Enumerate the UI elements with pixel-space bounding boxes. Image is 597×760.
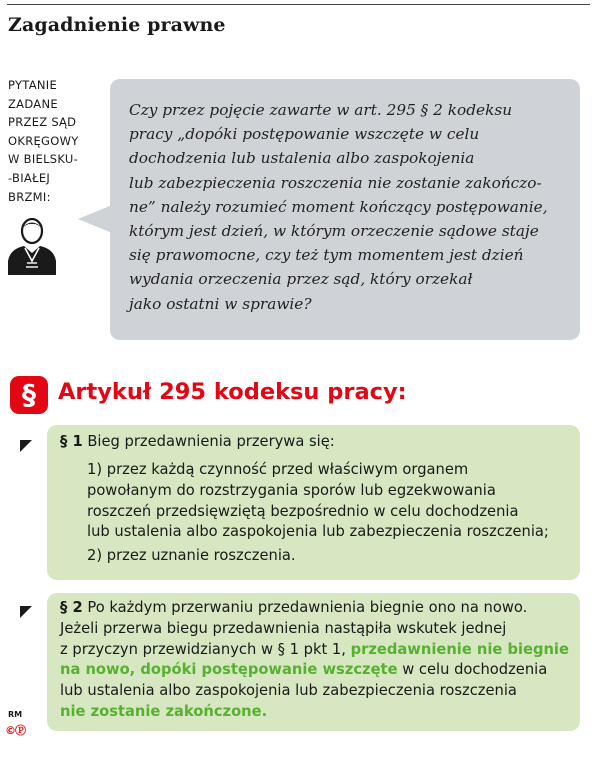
asked-by-label (8, 76, 94, 206)
article-title: Artykuł 295 kodeksu pracy: (58, 379, 407, 405)
corner-arrow-icon (20, 440, 32, 452)
item-line: 1) przez każdą czynność przed właściwym organem (87, 461, 469, 478)
asked-by-line: W BIELSKU- (8, 152, 79, 167)
asked-by-line: OKRĘGOWY (8, 133, 79, 148)
judge-icon (6, 217, 58, 275)
page-title: Zagadnienie prawne (8, 14, 226, 36)
highlighted-text: nie zostanie zakończone. (60, 702, 268, 720)
highlighted-text: na nowo, dopóki postępowanie wszczęte (60, 661, 398, 679)
question-line: dochodzenia lub ustalenia albo zaspokojenia (129, 149, 475, 168)
speech-bubble-tail (78, 205, 112, 233)
asked-by-line: BRZMI: (8, 189, 51, 204)
copyright-mark: ©Ⓟ (5, 724, 25, 737)
paragraph-2-line: Jeżeli przerwa biegu przedawnienia nastąpiła wskutek jednej (60, 619, 507, 637)
asked-by-line: PRZEZ SĄD (8, 115, 77, 130)
question-line: którym jest dzień, w którym orzeczenie sądowe staje (129, 222, 539, 241)
paragraph-2-line: Po każdym przerwaniu przedawnienia biegnie ono na nowo. (82, 599, 528, 616)
asked-by-line: -BIAŁEJ (8, 170, 51, 185)
paragraph-1-number: § 1 (60, 433, 83, 450)
question-line: się prawomocne, czy też tym momentem jest dzień (129, 246, 524, 265)
paragraph-2-number: § 2 (60, 599, 83, 616)
paragraph-1-item-2: 2) przez uznanie roszczenia. (87, 547, 296, 564)
question-line: lub zabezpieczenia roszczenia nie zostanie zakończo- (129, 173, 542, 192)
paragraph-1-intro-text: Bieg przedawnienia przerywa się: (82, 433, 335, 450)
question-line: wydania orzeczenia przez sąd, który orzekał (129, 270, 473, 289)
author-credit: RM (8, 710, 23, 719)
item-line: lub ustalenia albo zaspokojenia lub zabezpieczenia roszczenia; (87, 523, 549, 541)
asked-by-line: ZADANE (8, 96, 58, 111)
paragraph-sign-icon: § (10, 376, 48, 414)
top-rule (7, 4, 590, 5)
paragraph-2-line: lub ustalenia albo zaspokojenia lub zabezpieczenia roszczenia (60, 682, 517, 700)
paragraph-2-line: w celu dochodzenia (397, 661, 548, 679)
item-line: powołanym do rozstrzygania sporów lub egzekwowania (87, 481, 496, 499)
asked-by-line: PYTANIE (8, 78, 58, 92)
question-line: Czy przez pojęcie zawarte w art. 295 § 2 kodeksu (129, 101, 513, 119)
item-line: roszczeń przedsięwziętą bezpośrednio w celu dochodzenia (87, 502, 519, 520)
paragraph-1-item-1 (87, 460, 549, 543)
question-line: pracy „dopóki postępowanie wszczęte w celu (129, 125, 480, 144)
highlighted-text: przedawnienie nie biegnie (350, 640, 569, 658)
paragraph-2-line: z przyczyn przewidzianych w § 1 pkt 1, (60, 640, 351, 658)
question-line: jako ostatni w sprawie? (129, 294, 312, 313)
paragraph-1-intro (60, 432, 335, 453)
question-text (129, 98, 569, 316)
paragraph-2-text (60, 598, 569, 723)
corner-arrow-icon (20, 606, 32, 618)
question-line: ne” należy rozumieć moment kończący postępowanie, (129, 197, 548, 216)
